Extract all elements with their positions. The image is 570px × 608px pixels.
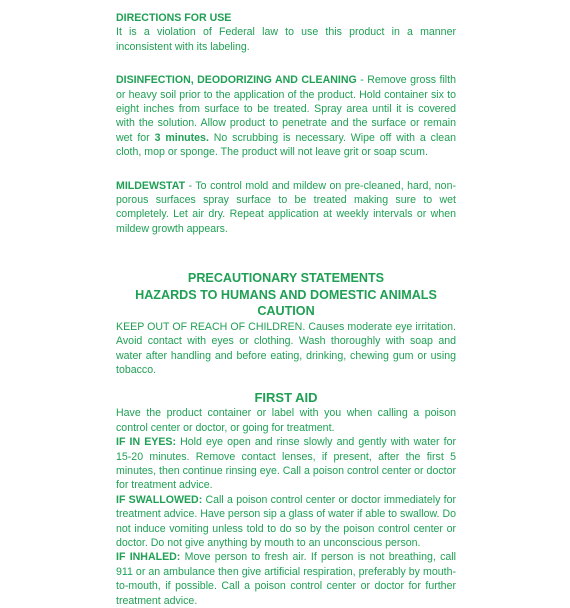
mildewstat-section bbox=[116, 179, 456, 237]
product-label bbox=[116, 11, 456, 608]
mildewstat-heading: MILDEWSTAT bbox=[116, 179, 186, 192]
caution-title: CAUTION bbox=[257, 304, 315, 319]
first-aid-eyes bbox=[116, 435, 456, 493]
disinfection-emphasis: 3 minutes. bbox=[154, 131, 209, 144]
spacer bbox=[116, 160, 456, 179]
spacer bbox=[116, 54, 456, 73]
directions-heading: DIRECTIONS FOR USE bbox=[116, 12, 232, 24]
eyes-text: Hold eye open and rinse slowly and gently with water for 15-20 minutes. Remove contact lenses, if present, after the first 5 minutes, then continue rinsing eye. Call a poison control center or doctor for treatment advice. bbox=[116, 436, 457, 492]
directions-text: It is a violation of Federal law to use this product in a manner inconsistent with its labeling. bbox=[116, 26, 456, 53]
disinfection-text-b: No scrubbing is necessary. Wipe off with a clean cloth, mop or sponge. The product will not leave grit or soap scum. bbox=[116, 131, 456, 159]
first-aid-intro: Have the product container or label with you when calling a poison control center or doctor, or going for treatment. bbox=[116, 407, 456, 434]
disinfection-section bbox=[116, 73, 456, 159]
spacer bbox=[116, 236, 456, 270]
swallowed-text: Call a poison control center or doctor immediately for treatment advice. Have person sip a glass of water if able to swallow. Do not induce vomiting unless told to do so by the poison control center or doctor. Do not give anything by mouth to an unconscious person. bbox=[116, 493, 456, 550]
first-aid-inhaled bbox=[116, 550, 456, 608]
directions-section bbox=[116, 11, 456, 54]
spacer bbox=[116, 377, 456, 389]
disinfection-text-a: - Remove gross filth or heavy soil prior to the application of the product. Hold container six to eight inches from surface to be treated. Spray area until it is covered with the solution. Allow product to penetrate and the surface or remain wet for bbox=[116, 74, 456, 144]
inhaled-text: Move person to fresh air. If person is not breathing, call 911 or an ambulance then give artificial respiration, preferably by mouth-to-mouth, if possible. Call a poison control center or doctor for further treatment advice. bbox=[116, 551, 456, 607]
first-aid-swallowed bbox=[116, 493, 456, 551]
disinfection-heading: DISINFECTION, DEODORIZING AND CLEANING bbox=[116, 74, 357, 87]
inhaled-label: IF INHALED: bbox=[116, 551, 181, 564]
eyes-label: IF IN EYES: bbox=[116, 436, 176, 449]
swallowed-label: IF SWALLOWED: bbox=[116, 493, 203, 506]
hazards-title: HAZARDS TO HUMANS AND DOMESTIC ANIMALS bbox=[135, 287, 437, 302]
precautionary-title: PRECAUTIONARY STATEMENTS bbox=[187, 271, 385, 286]
precautionary-text: KEEP OUT OF REACH OF CHILDREN. Causes moderate eye irritation. Avoid contact with eyes or clothing. Wash thoroughly with soap and water after handling and before eating, drinking, chewing gum or using tobacco. bbox=[116, 320, 456, 376]
first-aid-title: FIRST AID bbox=[254, 390, 318, 406]
mildewstat-text: - To control mold and mildew on pre-cleaned, hard, non-porous surfaces spray surface to be treated making sure to wet completely. Let air dry. Repeat application at weekly intervals or when mildew growth appears. bbox=[116, 179, 456, 235]
